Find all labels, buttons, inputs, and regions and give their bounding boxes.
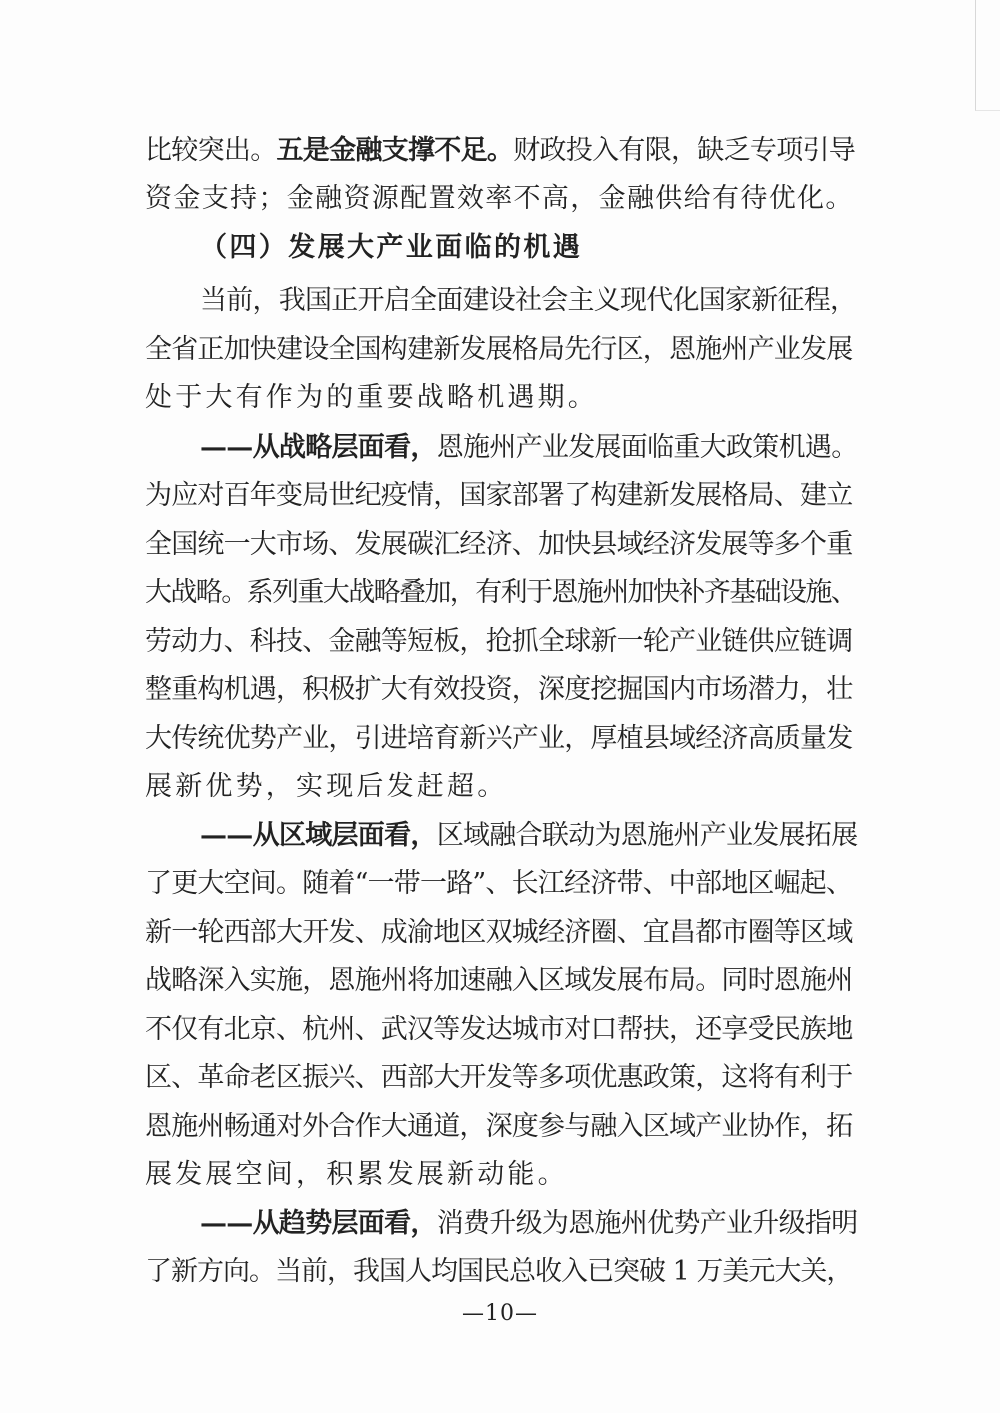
bold-heading-run: ——从战略层面看， [200, 432, 437, 463]
text-line [145, 721, 857, 757]
text-line [145, 332, 857, 368]
page-number: —10— [462, 1301, 538, 1326]
bold-heading-run: ——从区域层面看， [200, 820, 437, 851]
text-line [145, 478, 857, 514]
text-line [145, 380, 857, 416]
text-line [145, 1109, 857, 1145]
scan-edge-mark [975, 0, 1000, 111]
text-run: 展新优势，实现后发赶超。 [145, 771, 508, 802]
text-line [145, 624, 857, 660]
text-line [145, 575, 857, 611]
text-line [145, 915, 857, 951]
text-run: 区域融合联动为恩施州产业发展拓展 [436, 820, 858, 851]
text-run: 区、革命老区振兴、西部大开发等多项优惠政策，这将有利于 [145, 1062, 853, 1093]
text-line [145, 527, 857, 563]
text-run: 恩施州产业发展面临重大政策机遇。 [436, 432, 858, 463]
text-run: 全省正加快建设全国构建新发展格局先行区，恩施州产业发展 [145, 334, 853, 365]
text-line [145, 1254, 857, 1290]
text-run: 展发展空间，积累发展新动能。 [145, 1159, 568, 1190]
text-line [145, 672, 857, 708]
text-run: 大传统优势产业，引进培育新兴产业，厚植县域经济高质量发 [145, 723, 853, 754]
bold-heading-run: 五是金融支撑不足。 [276, 135, 514, 166]
text-line [145, 1012, 857, 1048]
text-line [145, 769, 857, 805]
text-line [145, 963, 857, 999]
section-heading-text: （四）发展大产业面临的机遇 [200, 232, 583, 263]
text-run: 了更大空间。随着“一带一路”、长江经济带、中部地区崛起、 [145, 868, 853, 899]
text-run: 全国统一大市场、发展碳汇经济、加快县域经济发展等多个重 [145, 529, 853, 560]
text-line [200, 283, 857, 319]
text-run: 大战略。系列重大战略叠加，有利于恩施州加快补齐基础设施、 [145, 577, 857, 608]
text-run: 处于大有作为的重要战略机遇期。 [145, 382, 598, 413]
text-line [200, 818, 857, 854]
text-line [145, 866, 857, 902]
text-run: 为应对百年变局世纪疫情，国家部署了构建新发展格局、建立 [145, 480, 853, 511]
text-line [145, 1060, 857, 1096]
text-line [145, 181, 857, 217]
bold-heading-run: ——从趋势层面看， [200, 1208, 437, 1239]
text-run: 比较突出。 [145, 135, 277, 166]
section-heading [200, 230, 857, 266]
text-run: 不仅有北京、杭州、武汉等发达城市对口帮扶，还享受民族地 [145, 1014, 853, 1045]
text-run: 战略深入实施，恩施州将加速融入区域发展布局。同时恩施州 [145, 965, 853, 996]
text-run: 整重构机遇，积极扩大有效投资，深度挖掘国内市场潜力，壮 [145, 674, 853, 705]
text-run: 当前，我国正开启全面建设社会主义现代化国家新征程， [200, 285, 857, 316]
text-line [200, 1206, 857, 1242]
text-run: 劳动力、科技、金融等短板，抢抓全球新一轮产业链供应链调 [145, 626, 853, 657]
text-line [200, 430, 857, 466]
text-run: 资金支持；金融资源配置效率不高，金融供给有待优化。 [145, 183, 854, 214]
text-run: 财政投入有限，缺乏专项引导 [513, 135, 856, 166]
text-run: 新一轮西部大开发、成渝地区双城经济圈、宜昌都市圈等区域 [145, 917, 853, 948]
text-line [145, 1157, 857, 1193]
text-run: 消费升级为恩施州优势产业升级指明 [436, 1208, 858, 1239]
text-run: 恩施州畅通对外合作大通道，深度参与融入区域产业协作，拓 [145, 1111, 853, 1142]
text-line [145, 133, 857, 169]
text-run: 了新方向。当前，我国人均国民总收入已突破 1 万美元大关， [145, 1256, 853, 1287]
